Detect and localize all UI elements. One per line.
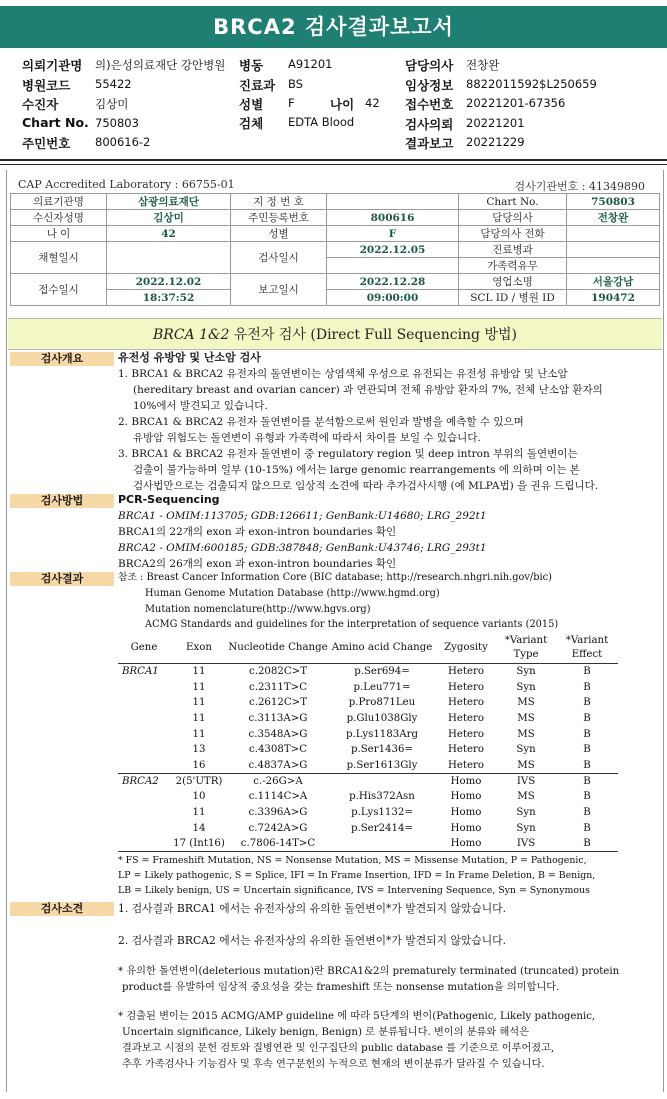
variant-cell: p.Lys1132=: [351, 807, 413, 819]
overview-heading: 유전성 유방암 및 난소암 검사: [118, 351, 261, 364]
variant-cell: [328, 836, 436, 852]
variant-cell: 2(5'UTR): [170, 773, 228, 789]
method-line: BRCA1의 22개의 exon 과 exon-intron boundaries 확인: [118, 526, 397, 538]
opinion-line: product를 유발하여 임상적 중요성을 갖는 frameshift 또는 nonsense mutation을 의미합니다.: [122, 982, 560, 993]
variant-cell: c.7806-14T>C: [228, 836, 328, 852]
info-cell: 09:00:00: [327, 290, 459, 306]
report-title: BRCA2 검사결과보고서: [0, 6, 667, 48]
info-cell: 담당의사 전화: [459, 226, 567, 242]
chart-no-value: 750803: [95, 116, 139, 130]
section-label-method: 검사방법: [10, 494, 114, 508]
variant-cell: B: [583, 744, 591, 756]
opinion-line: 추후 가족검사나 기능검사 및 후속 연구문헌의 누적으로 현재의 변이분류가 달라질 수 있습니다.: [122, 1059, 545, 1070]
info-cell: 가족력유무: [459, 258, 567, 274]
variant-cell: [118, 711, 170, 727]
variant-cell: 17 (Int16): [170, 836, 228, 852]
variant-cell: B: [583, 666, 591, 678]
variant-cell: c.3396A>G: [248, 807, 308, 819]
info-cell: 18:37:52: [107, 290, 231, 306]
variant-cell: [118, 695, 170, 711]
clinical-info-label: 임상정보: [405, 78, 454, 93]
info-cell: 서울강남: [567, 274, 660, 290]
variant-cell: c.2612C>T: [249, 697, 307, 709]
variant-cell: Syn: [516, 681, 536, 693]
variant-cell: Homo: [436, 836, 496, 852]
doctor-value: 전창완: [466, 58, 500, 72]
banner-genes: BRCA 1&2: [153, 327, 230, 343]
variant-cell: B: [583, 807, 591, 819]
report-header: [0, 50, 667, 158]
variant-header: Zygosity: [436, 633, 496, 664]
department-label: 진료과: [239, 78, 276, 93]
table-row: [118, 773, 618, 789]
info-cell: 2022.12.28: [327, 274, 459, 290]
overview-line: (hereditary breast and ovarian cancer) 과 연관되며 전체 유방암 환자의 7%, 전체 난소암 환자의: [133, 384, 603, 396]
variant-cell: 14: [192, 822, 206, 834]
variant-cell: B: [556, 836, 618, 852]
sex-label: 성별: [239, 97, 264, 112]
variant-cell: p.Leu771=: [353, 681, 411, 693]
info-cell: [327, 194, 459, 210]
variant-cell: c.-26G>A: [228, 773, 328, 789]
patient-info-table: [10, 193, 660, 306]
variant-cell: Syn: [516, 807, 536, 819]
variant-cell: MS: [517, 791, 535, 803]
variant-cell: 11: [192, 697, 206, 709]
overview-line: 10%에서 발견되고 있습니다.: [133, 400, 268, 412]
method-line: BRCA2 - OMIM:600185; GDB:387848; GenBank:U43746; LRG_293t1: [118, 542, 487, 554]
variant-cell: Hetero: [447, 759, 485, 771]
variant-cell: B: [583, 681, 591, 693]
variant-cell: p.Glu1038Gly: [346, 712, 418, 724]
variant-cell: Hetero: [447, 697, 485, 709]
rrn-label: 주민번호: [22, 136, 71, 151]
variant-cell: BRCA1: [122, 666, 159, 678]
table-row: [118, 789, 618, 805]
table-row: [118, 742, 618, 758]
info-cell: 전창완: [567, 210, 660, 226]
variant-cell: Syn: [516, 666, 536, 678]
variant-cell: Homo: [450, 791, 482, 803]
variant-cell: p.Lys1183Arg: [345, 728, 418, 740]
info-cell: 보고일시: [231, 274, 327, 306]
variant-cell: c.2082C>T: [249, 666, 307, 678]
overview-line: 3. BRCA1 & BRCA2 유전자 돌연변이 중 regulatory region 및 deep intron 부위의 돌연변이는: [118, 448, 578, 460]
overview-line: 2. BRCA1 & BRCA2 유전자 돌연변이를 분석함으로써 원인과 발병을 예측할 수 있으며: [118, 416, 524, 428]
table-row: [118, 711, 618, 727]
institution-label: 의뢰기관명: [22, 58, 83, 73]
request-date-value: 20221201: [466, 116, 525, 130]
table-row: [118, 836, 618, 852]
variant-cell: c.4308T>C: [249, 744, 307, 756]
info-cell: Chart No.: [459, 194, 567, 210]
opinion-line: * 검출된 변이는 2015 ACMG/AMP guideline 에 따라 5단계의 변이(Pathogenic, Likely pathogenic,: [118, 1011, 596, 1022]
report-date-value: 20221229: [466, 135, 525, 149]
overview-line: 검사법만으로는 검출되지 않으므로 임상적 소견에 따라 추가검사시행 (예 MLPA법) 을 권유 드립니다.: [133, 480, 599, 492]
variant-cell: [118, 820, 170, 836]
variant-header: Nucleotide Change: [228, 633, 328, 664]
banner-title: 유전자 검사 (Direct Full Sequencing 방법): [229, 327, 517, 343]
variant-header: *Variant Effect: [556, 633, 618, 664]
variant-cell: B: [583, 791, 591, 803]
method-heading: PCR-Sequencing: [118, 493, 220, 506]
info-cell: 750803: [567, 194, 660, 210]
variant-cell: c.2311T>C: [249, 681, 307, 693]
header-divider-top: [0, 159, 667, 161]
variant-cell: Hetero: [447, 712, 485, 724]
variant-cell: [118, 726, 170, 742]
method-line: BRCA2의 26개의 exon 과 exon-intron boundaries 확인: [118, 558, 397, 570]
institution-value: 의)은성의료재단 강안병원: [95, 58, 226, 72]
variant-cell: 13: [192, 744, 206, 756]
variant-cell: p.Pro871Leu: [348, 697, 416, 709]
opinion-line: 1. 검사결과 BRCA1 에서는 유전자상의 유의한 돌연변이*가 발견되지 않았습니다.: [118, 902, 507, 915]
hospital-code-value: 55422: [95, 77, 132, 91]
variant-cell: IVS: [496, 836, 556, 852]
variant-table: [118, 633, 618, 852]
info-cell: 42: [107, 226, 231, 242]
variant-header: Exon: [170, 633, 228, 664]
info-cell: 2022.12.02: [107, 274, 231, 290]
info-cell: [107, 242, 231, 274]
variant-cell: B: [583, 822, 591, 834]
request-date-label: 검사의뢰: [405, 117, 454, 132]
report-date-label: 결과보고: [405, 136, 454, 151]
footnote-line: LB = Likely benign, US = Uncertain significance, IVS = Intervening Sequence, Syn = Synonymous: [118, 885, 590, 896]
variant-cell: B: [556, 773, 618, 789]
info-cell: 지 정 번 호: [231, 194, 327, 210]
info-cell: 190472: [567, 290, 660, 306]
variant-cell: 11: [192, 681, 206, 693]
lab-order-number: 검사기관번호 : 41349890: [514, 180, 645, 193]
reference-line: ACMG Standards and guidelines for the interpretation of sequence variants (2015): [145, 619, 559, 630]
ward-label: 병동: [239, 58, 264, 73]
reference-line: Human Genome Mutation Database (http://www.hgmd.org): [145, 588, 440, 599]
variant-cell: p.Ser1613Gly: [346, 759, 418, 771]
footnote-line: LP = Likely pathogenic, S = Splice, IFI = In Frame Insertion, IFD = In Frame Deletion, B = Benign,: [118, 870, 596, 881]
table-row: [118, 695, 618, 711]
info-cell: [567, 242, 660, 258]
info-cell: [567, 226, 660, 242]
header-divider-bottom: [0, 164, 667, 165]
variant-cell: Homo: [450, 822, 482, 834]
info-cell: 나 이: [11, 226, 107, 242]
variant-cell: p.Ser2414=: [350, 822, 414, 834]
section-label-result: 검사결과: [10, 572, 114, 586]
info-cell: 성별: [231, 226, 327, 242]
clinical-info-value: 8822011592$L250659: [466, 77, 597, 91]
variant-cell: c.3548A>G: [248, 728, 308, 740]
variant-cell: c.1114C>A: [248, 791, 308, 803]
table-row: [118, 726, 618, 742]
chart-no-label: Chart No.: [22, 115, 89, 130]
variant-cell: c.3113A>G: [248, 712, 308, 724]
variant-cell: p.Ser1436=: [350, 744, 414, 756]
doctor-label: 담당의사: [405, 58, 454, 73]
receipt-label: 접수번호: [405, 97, 454, 112]
info-cell: 김상미: [107, 210, 231, 226]
info-cell: [327, 258, 459, 274]
info-cell: 주민등록번호: [231, 210, 327, 226]
variant-cell: Homo: [436, 773, 496, 789]
variant-cell: Hetero: [447, 666, 485, 678]
variant-cell: Hetero: [447, 681, 485, 693]
test-title-banner: [8, 318, 662, 350]
variant-cell: [328, 773, 436, 789]
variant-cell: 11: [192, 712, 206, 724]
receipt-value: 20221201-67356: [466, 96, 566, 110]
overview-line: 1. BRCA1 & BRCA2 유전자의 돌연변이는 상염색체 우성으로 유전되는 유전성 유방암 및 난소암: [118, 368, 568, 380]
variant-cell: [118, 789, 170, 805]
reference-line: 참조 : Breast Cancer Information Core (BIC database; http://research.nhgri.nih.gov/bic): [118, 572, 552, 583]
info-cell: 진료병과: [459, 242, 567, 258]
section-label-overview: 검사개요: [10, 352, 114, 366]
table-row: [118, 664, 618, 680]
section-label-opinion: 검사소견: [10, 902, 114, 916]
variant-cell: Syn: [516, 822, 536, 834]
opinion-line: Uncertain significance, Likely benign, Benign) 로 분류됩니다. 변이의 분류와 해석은: [122, 1027, 529, 1038]
variant-cell: 11: [192, 666, 206, 678]
variant-rows: [118, 664, 618, 852]
info-cell: 채혈일시: [11, 242, 107, 274]
variant-cell: p.His372Asn: [349, 791, 415, 803]
variant-cell: [118, 758, 170, 774]
variant-cell: [118, 742, 170, 758]
info-cell: F: [327, 226, 459, 242]
variant-header: *Variant Type: [496, 633, 556, 664]
footnote-line: * FS = Frameshift Mutation, NS = Nonsense Mutation, MS = Missense Mutation, P = Pathogenic,: [118, 855, 587, 866]
variant-cell: 11: [192, 807, 206, 819]
sex-value: F: [288, 96, 295, 110]
opinion-line: 결과보고 시점의 문헌 검토와 질병연관 및 인구집단의 public database 를 기준으로 이루어졌고,: [122, 1043, 555, 1054]
hospital-code-label: 병원코드: [22, 78, 71, 93]
info-cell: 의료기관명: [11, 194, 107, 210]
overview-line: 검출이 불가능하며 일부 (10-15%) 에서는 large genomic rearrangements 에 의하며 이는 본: [133, 464, 580, 476]
variant-cell: IVS: [496, 773, 556, 789]
department-value: BS: [288, 77, 303, 91]
variant-cell: B: [583, 697, 591, 709]
variant-cell: BRCA2: [118, 773, 170, 789]
variant-cell: Syn: [516, 744, 536, 756]
info-cell: 800616: [327, 210, 459, 226]
specimen-label: 검체: [239, 116, 264, 131]
info-cell: 담당의사: [459, 210, 567, 226]
reference-line: Mutation nomenclature(http://www.hgvs.org): [145, 604, 371, 615]
info-cell: 2022.12.05: [327, 242, 459, 258]
info-cell: SCL ID / 병원 ID: [459, 290, 567, 306]
variant-cell: Hetero: [447, 744, 485, 756]
age-label: 나이: [330, 97, 355, 112]
rrn-value: 800616-2: [95, 135, 151, 149]
variant-cell: [118, 836, 170, 852]
patient-label: 수진자: [22, 97, 59, 112]
table-row: [118, 805, 618, 821]
variant-cell: [118, 805, 170, 821]
variant-cell: 16: [192, 759, 206, 771]
variant-cell: MS: [517, 728, 535, 740]
variant-cell: c.4837A>G: [248, 759, 308, 771]
variant-cell: Hetero: [447, 728, 485, 740]
variant-header: Amino acid Change: [328, 633, 436, 664]
variant-cell: 10: [192, 791, 206, 803]
info-cell: 접수일시: [11, 274, 107, 306]
specimen-value: EDTA Blood: [288, 115, 355, 129]
table-row: [118, 820, 618, 836]
info-cell: 수신자성명: [11, 210, 107, 226]
opinion-line: * 유의한 돌연변이(deleterious mutation)란 BRCA1&2의 prematurely terminated (truncated) protein: [118, 966, 620, 977]
variant-cell: Homo: [450, 807, 482, 819]
table-row: [118, 679, 618, 695]
table-row: [118, 758, 618, 774]
variant-cell: c.7242A>G: [248, 822, 308, 834]
info-cell: 삼광의료재단: [107, 194, 231, 210]
variant-cell: MS: [517, 697, 535, 709]
ward-value: A91201: [288, 57, 333, 71]
variant-cell: 11: [192, 728, 206, 740]
variant-cell: MS: [517, 712, 535, 724]
opinion-line: 2. 검사결과 BRCA2 에서는 유전자상의 유의한 돌연변이*가 발견되지 않았습니다.: [118, 934, 507, 947]
info-cell: 영업소명: [459, 274, 567, 290]
variant-cell: B: [583, 759, 591, 771]
patient-value: 김상미: [95, 97, 129, 111]
overview-line: 유방암 위험도는 돌연변이 유형과 가족력에 따라서 차이를 보일 수 있습니다.: [133, 432, 481, 444]
info-cell: [567, 258, 660, 274]
age-value: 42: [365, 96, 380, 110]
lab-accreditation: CAP Accredited Laboratory : 66755-01: [18, 178, 235, 191]
variant-cell: B: [583, 728, 591, 740]
info-cell: 검사일시: [231, 242, 327, 274]
method-line: BRCA1 - OMIM:113705; GDB:126611; GenBank:U14680; LRG_292t1: [118, 510, 487, 522]
variant-cell: B: [583, 712, 591, 724]
variant-cell: [118, 679, 170, 695]
variant-header: Gene: [118, 633, 170, 664]
variant-cell: MS: [517, 759, 535, 771]
variant-cell: p.Ser694=: [354, 666, 410, 678]
